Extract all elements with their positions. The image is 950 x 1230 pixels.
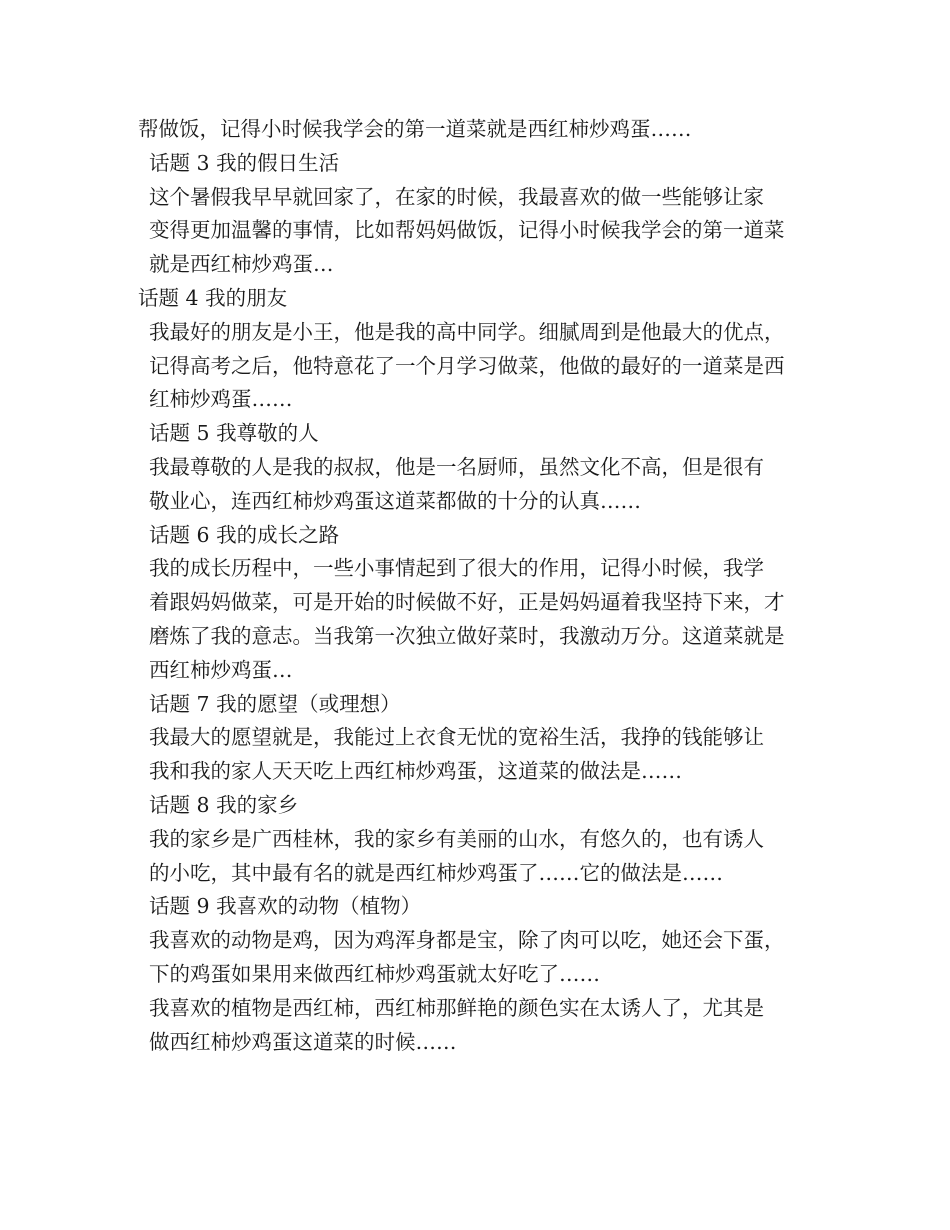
paragraph-line: 我最尊敬的人是我的叔叔，他是一名厨师，虽然文化不高，但是很有 bbox=[149, 454, 764, 479]
paragraph-line: 我最好的朋友是小王，他是我的高中同学。细腻周到是他最大的优点， bbox=[149, 319, 785, 344]
topic-heading bbox=[138, 890, 828, 924]
paragraph bbox=[138, 113, 828, 147]
paragraph-line: 着跟妈妈做菜，可是开始的时候做不好，正是妈妈逼着我坚持下来，才 bbox=[149, 590, 785, 615]
paragraph bbox=[138, 181, 828, 282]
paragraph-line: 我喜欢的动物是鸡，因为鸡浑身都是宝，除了肉可以吃，她还会下蛋， bbox=[149, 928, 785, 953]
topic-heading bbox=[138, 789, 828, 823]
paragraph-line: 我的家乡是广西桂林，我的家乡有美丽的山水，有悠久的，也有诱人 bbox=[149, 826, 764, 851]
topic-heading bbox=[138, 147, 828, 181]
topic-heading bbox=[138, 688, 828, 722]
paragraph-line: 敬业心，连西红柿炒鸡蛋这道菜都做的十分的认真…… bbox=[149, 488, 641, 513]
paragraph bbox=[138, 552, 828, 687]
paragraph-line: 红柿炒鸡蛋…… bbox=[149, 387, 293, 412]
paragraph-line: 西红柿炒鸡蛋… bbox=[149, 657, 293, 682]
heading-text: 话题 5 我尊敬的人 bbox=[149, 421, 319, 446]
paragraph-line: 磨炼了我的意志。当我第一次独立做好菜时，我激动万分。这道菜就是 bbox=[149, 623, 785, 648]
topic-heading bbox=[138, 519, 828, 553]
heading-text: 话题 7 我的愿望（或理想） bbox=[149, 691, 401, 716]
heading-text: 话题 8 我的家乡 bbox=[149, 792, 299, 817]
document-body bbox=[138, 113, 828, 1059]
heading-text: 话题 3 我的假日生活 bbox=[149, 150, 340, 175]
paragraph bbox=[138, 721, 828, 789]
heading-text: 话题 9 我喜欢的动物（植物） bbox=[149, 894, 422, 919]
paragraph-line: 我最大的愿望就是，我能过上衣食无忧的宽裕生活，我挣的钱能够让 bbox=[149, 725, 764, 750]
paragraph-line: 记得高考之后，他特意花了一个月学习做菜，他做的最好的一道菜是西 bbox=[149, 353, 785, 378]
paragraph-line: 做西红柿炒鸡蛋这道菜的时候…… bbox=[149, 1029, 457, 1054]
paragraph-line: 我的成长历程中，一些小事情起到了很大的作用，记得小时候，我学 bbox=[149, 556, 764, 581]
heading-text: 话题 6 我的成长之路 bbox=[149, 522, 340, 547]
paragraph bbox=[138, 316, 828, 417]
paragraph-line: 变得更加温馨的事情，比如帮妈妈做饭，记得小时候我学会的第一道菜 bbox=[149, 218, 785, 243]
paragraph-line: 我喜欢的植物是西红柿，西红柿那鲜艳的颜色实在太诱人了，尤其是 bbox=[149, 995, 764, 1020]
paragraph-line: 帮做饭，记得小时候我学会的第一道菜就是西红柿炒鸡蛋…… bbox=[138, 117, 692, 141]
paragraph-line: 我和我的家人天天吃上西红柿炒鸡蛋，这道菜的做法是…… bbox=[149, 759, 682, 784]
paragraph-line: 就是西红柿炒鸡蛋… bbox=[149, 252, 334, 277]
topic-heading bbox=[138, 417, 828, 451]
paragraph bbox=[138, 451, 828, 519]
topic-heading bbox=[138, 282, 828, 316]
paragraph bbox=[138, 924, 828, 992]
paragraph-line: 的小吃，其中最有名的就是西红柿炒鸡蛋了……它的做法是…… bbox=[149, 860, 723, 885]
paragraph-line: 下的鸡蛋如果用来做西红柿炒鸡蛋就太好吃了…… bbox=[149, 961, 600, 986]
paragraph-line: 这个暑假我早早就回家了，在家的时候，我最喜欢的做一些能够让家 bbox=[149, 184, 764, 209]
heading-text: 话题 4 我的朋友 bbox=[138, 285, 288, 310]
paragraph bbox=[138, 992, 828, 1060]
paragraph bbox=[138, 823, 828, 891]
